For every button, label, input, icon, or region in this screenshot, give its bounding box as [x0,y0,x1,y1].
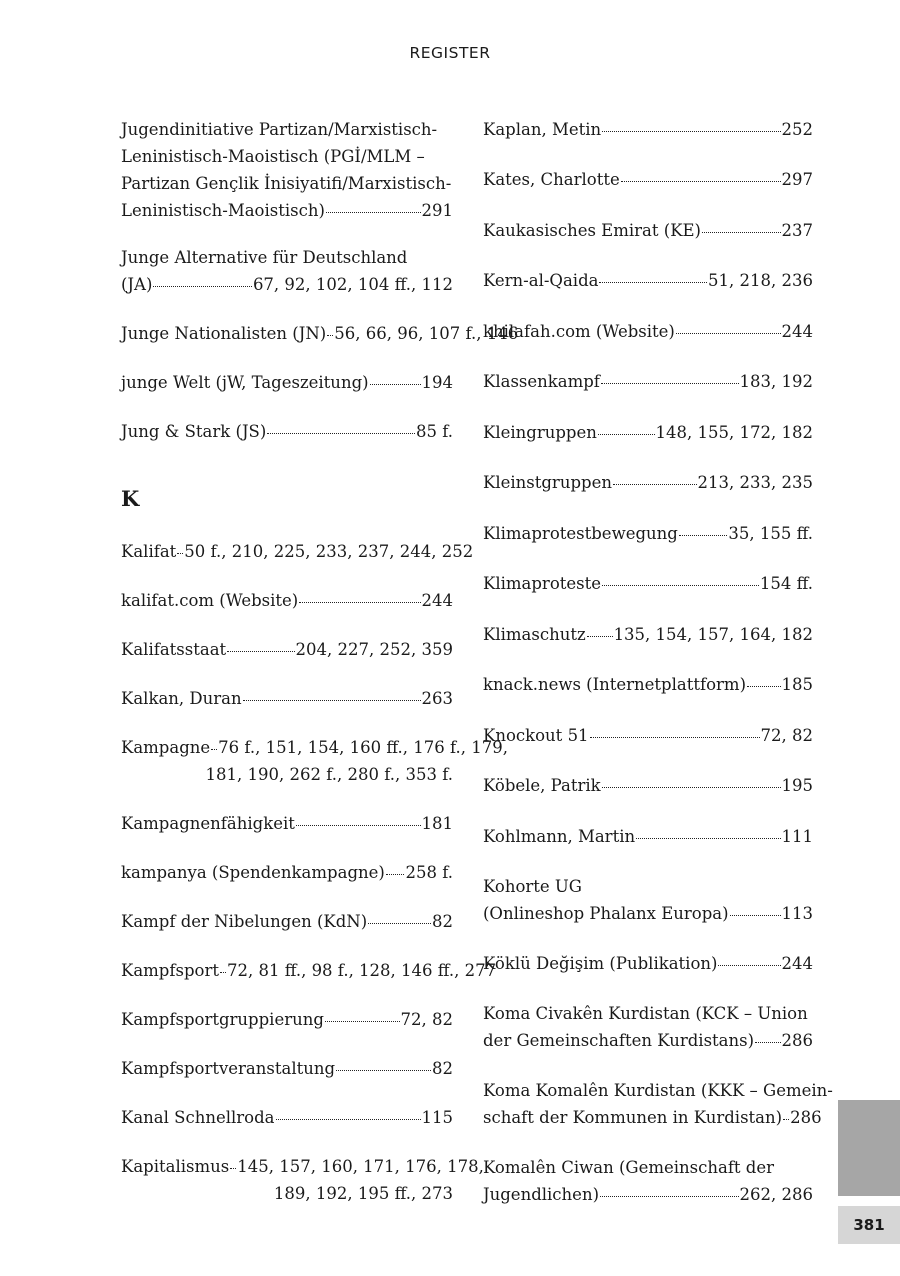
index-entry [121,859,453,886]
index-entry [483,166,813,193]
entry-term: Kanal Schnellroda [121,1108,275,1127]
entry-term: Kohlmann, Martin [483,827,636,846]
entry-term: Klassenkampf [483,372,600,391]
index-entry [483,419,813,446]
entry-pages: 291 [421,201,453,220]
entry-pages: 286 [781,1031,813,1050]
entry-pages: 82 [432,912,453,931]
dot-leader [327,335,333,336]
entry-main-line [121,1006,453,1033]
entry-term: Jung & Stark (JS) [121,422,267,441]
dot-leader [783,1119,789,1120]
dot-leader [153,286,252,287]
entry-term: junge Welt (jW, Tageszeitung) [121,373,369,392]
entry-term: schaft der Kommunen in Kurdistan) [483,1108,783,1127]
index-entry [121,685,453,712]
index-entry [483,318,813,345]
entry-pages: 111 [781,827,813,846]
entry-term: knack.news (Internetplattform) [483,675,747,694]
entry-term: Kampagnenfähigkeit [121,814,295,833]
entry-term: Köklü Değişim (Publikation) [483,954,718,973]
index-entry [121,636,453,663]
entry-main-line [483,671,813,698]
entry-term: Kalkan, Duran [121,689,242,708]
entry-term: Kaplan, Metin [483,120,602,139]
entry-term: Kampf der Nibelungen (KdN) [121,912,368,931]
dot-leader [243,700,421,701]
entry-term: Kleinstgruppen [483,473,612,492]
thumb-index-tab [838,1100,900,1196]
entry-pages: 297 [781,170,813,189]
dot-leader [636,838,780,839]
dot-leader [602,131,780,132]
index-entry [483,772,813,799]
entry-pages: 244 [781,322,813,341]
entry-main-line [483,1027,813,1054]
index-entry [121,810,453,837]
entry-pages: 67, 92, 102, 104 ff., 112 [252,275,453,294]
dot-leader [386,874,405,875]
dot-leader [755,1042,780,1043]
entry-main-line [483,368,813,395]
running-header: REGISTER [409,44,491,62]
entry-main-line [121,587,453,614]
entry-main-line [483,900,813,927]
entry-term: Köbele, Patrik [483,776,601,795]
dot-leader [598,434,655,435]
dot-leader [296,825,421,826]
entry-pages: 244 [421,591,453,610]
index-entry [121,1055,453,1082]
index-entry [483,1154,813,1208]
entry-main-line [121,1104,453,1131]
dot-leader [276,1119,421,1120]
index-entry [121,538,474,565]
entry-pages: 82 [432,1059,453,1078]
entry-pages: 194 [421,373,453,392]
entry-main-line [483,318,813,345]
entry-pages: 183, 192 [739,372,813,391]
dot-leader [336,1070,431,1071]
index-entry [483,1077,833,1131]
index-entry [121,1104,453,1131]
page-number: 381 [838,1206,900,1244]
index-entry [483,368,813,395]
dot-leader [613,484,697,485]
entry-term: Kalifat [121,542,177,561]
entry-term: Jugendlichen) [483,1185,600,1204]
entry-term: (JA) [121,275,153,294]
index-entry [483,570,813,597]
entry-term: (Onlineshop Phalanx Europa) [483,904,729,923]
entry-main-line [121,957,497,984]
index-entry [483,621,813,648]
index-entry [483,722,813,749]
entry-text-line: Partizan Gençlik İnisiyatifi/Marxistisch- [121,174,452,193]
entry-term: Leninistisch-Maoistisch) [121,201,325,220]
dot-leader [621,181,781,182]
dot-leader [211,749,217,750]
entry-main-line [121,810,453,837]
entry-main-line [121,636,453,663]
entry-main-line [121,734,508,761]
index-entry [483,520,813,547]
index-entry [121,418,453,445]
dot-leader [602,585,759,586]
index-entry [483,469,813,496]
index-entry [121,957,497,984]
dot-leader [679,535,728,536]
dot-leader [370,384,421,385]
dot-leader [368,923,431,924]
entry-main-line [121,369,453,396]
dot-leader [676,333,781,334]
entry-main-line [121,320,519,347]
entry-pages: 145, 157, 160, 171, 176, 178, [237,1157,484,1176]
entry-term: kalifat.com (Website) [121,591,299,610]
dot-leader [602,787,781,788]
entry-term: Kampfsportveranstaltung [121,1059,336,1078]
entry-term: Kampagne [121,738,211,757]
entry-text-line: Jugendinitiative Partizan/Marxistisch- [121,120,438,139]
entry-pages: 237 [781,221,813,240]
index-entry [483,217,813,244]
entry-main-line [121,908,453,935]
entry-pages: 154 ff. [759,574,813,593]
index-entry [483,671,813,698]
entry-main-line [483,772,813,799]
index-entry [121,1153,484,1207]
section-letter: K [121,486,140,511]
entry-main-line [483,419,813,446]
index-entry [121,320,519,347]
entry-main-line [483,1181,813,1208]
index-entry [121,587,453,614]
entry-pages: 263 [421,689,453,708]
entry-main-line [483,520,813,547]
entry-pages: 244 [781,954,813,973]
dot-leader [177,553,183,554]
entry-main-line [121,1055,453,1082]
index-entry [483,116,813,143]
entry-pages: 72, 81 ff., 98 f., 128, 146 ff., 277 [226,961,497,980]
entry-text-line: Kohorte UG [483,877,582,896]
entry-term: Kampfsportgruppierung [121,1010,324,1029]
entry-term: Knockout 51 [483,726,589,745]
entry-main-line [483,469,813,496]
entry-text-line: Komalên Ciwan (Gemeinschaft der [483,1158,775,1177]
index-entry [483,950,813,977]
entry-main-line [121,418,453,445]
index-entry [483,823,813,850]
index-entry [121,369,453,396]
entry-main-line [121,859,453,886]
dot-leader [718,965,780,966]
index-entry [483,1000,813,1054]
entry-term: Kleingruppen [483,423,597,442]
index-entry [483,873,813,927]
index-entry [121,1006,453,1033]
entry-main-line [483,722,813,749]
entry-term: Kates, Charlotte [483,170,620,189]
index-entry [121,734,508,788]
entry-term: Junge Nationalisten (JN) [121,324,327,343]
dot-leader [299,602,420,603]
entry-term: khilafah.com (Website) [483,322,675,341]
entry-text-line: Koma Komalên Kurdistan (KKK – Gemein- [483,1081,833,1100]
entry-term: kampanya (Spendenkampagne) [121,863,385,882]
entry-pages: 115 [421,1108,453,1127]
dot-leader [230,1168,236,1169]
dot-leader [267,433,415,434]
entry-text-line: Koma Civakên Kurdistan (KCK – Union [483,1004,808,1023]
entry-pages: 72, 82 [760,726,813,745]
entry-pages: 56, 66, 96, 107 f., 146 [334,324,519,343]
entry-main-line [121,538,474,565]
entry-main-line [121,271,453,298]
dot-leader [587,636,613,637]
entry-pages: 76 f., 151, 154, 160 ff., 176 f., 179, [218,738,508,757]
entry-pages: 252 [781,120,813,139]
entry-pages: 148, 155, 172, 182 [655,423,813,442]
entry-pages: 35, 155 ff. [728,524,813,543]
dot-leader [600,1196,739,1197]
entry-pages: 181 [421,814,453,833]
entry-main-line [483,950,813,977]
entry-main-line [121,685,453,712]
entry-pages-continued: 181, 190, 262 f., 280 f., 353 f. [205,765,453,784]
entry-main-line [483,166,813,193]
entry-main-line [483,621,813,648]
entry-pages: 213, 233, 235 [697,473,813,492]
entry-main-line [483,1104,822,1131]
entry-main-line [121,1153,484,1180]
entry-pages: 258 f. [405,863,453,882]
entry-term: Klimaprotestbewegung [483,524,678,543]
dot-leader [590,737,760,738]
entry-term: Kampfsport [121,961,219,980]
entry-main-line [121,197,453,224]
entry-term: Kern-al-Qaida [483,271,599,290]
entry-pages: 72, 82 [400,1010,453,1029]
dot-leader [747,686,780,687]
entry-text-line: Leninistisch-Maoistisch (PGİ/MLM – [121,147,425,166]
index-entry [483,267,813,294]
entry-text-line: Junge Alternative für Deutschland [121,248,408,267]
entry-pages-continued: 189, 192, 195 ff., 273 [273,1184,453,1203]
entry-pages: 185 [781,675,813,694]
dot-leader [326,212,421,213]
entry-pages: 286 [790,1108,822,1127]
entry-pages: 85 f. [415,422,453,441]
entry-pages: 135, 154, 157, 164, 182 [613,625,813,644]
entry-main-line [483,116,813,143]
entry-term: der Gemeinschaften Kurdistans) [483,1031,755,1050]
entry-pages: 113 [781,904,813,923]
entry-pages: 195 [781,776,813,795]
entry-main-line [483,570,813,597]
entry-term: Klimaschutz [483,625,586,644]
dot-leader [599,282,707,283]
entry-main-line [483,267,813,294]
dot-leader [702,232,781,233]
entry-pages: 51, 218, 236 [708,271,813,290]
entry-pages: 50 f., 210, 225, 233, 237, 244, 252 [184,542,474,561]
dot-leader [730,915,781,916]
dot-leader [601,383,739,384]
entry-pages: 262, 286 [739,1185,813,1204]
index-entry [121,116,453,224]
entry-main-line [483,217,813,244]
dot-leader [325,1021,400,1022]
index-entry [121,908,453,935]
entry-pages: 204, 227, 252, 359 [295,640,453,659]
entry-term: Kapitalismus [121,1157,230,1176]
entry-term: Kaukasisches Emirat (KE) [483,221,701,240]
entry-term: Klimaproteste [483,574,602,593]
dot-leader [227,651,294,652]
entry-term: Kalifatsstaat [121,640,227,659]
index-entry [121,244,453,298]
dot-leader [220,972,226,973]
entry-main-line [483,823,813,850]
